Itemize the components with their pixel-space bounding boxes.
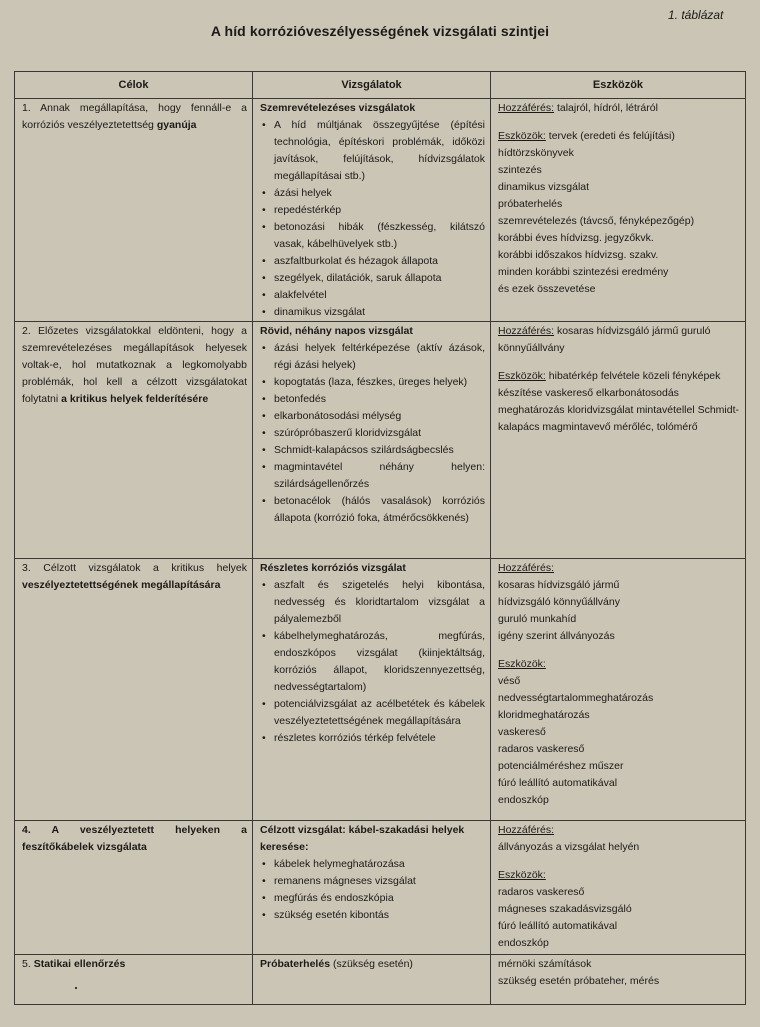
list-item: • kábelhelymeghatározás, megfúrás, endoszkópos vizsgálat (kiinjektáltság, korróziós állapot, kloridszennyezettség, nedvességtartalom) [260, 628, 485, 696]
tool-line [498, 368, 740, 436]
tool-line [498, 884, 740, 901]
table-row [15, 99, 746, 322]
tool-line [498, 867, 740, 884]
tool-text: mágneses szakadásvizsgáló [498, 903, 632, 915]
tool-line [498, 100, 740, 117]
tool-text: hídvizsgáló könnyűállvány [498, 596, 620, 608]
tests-cell [253, 99, 491, 322]
goal-text: 5. [22, 958, 34, 970]
list-item: • alakfelvétel [260, 287, 485, 304]
tool-text: szemrevételezés (távcső, fényképezőgép) [498, 215, 695, 227]
tool-line [498, 611, 740, 628]
tool-line [498, 741, 740, 758]
tool-label: Hozzáférés: [498, 562, 555, 574]
list-item: • aszfaltburkolat és hézagok állapota [260, 253, 485, 270]
list-item: • részletes korróziós térkép felvétele [260, 730, 485, 747]
inspection-levels-table [14, 71, 746, 1005]
tool-line [498, 758, 740, 775]
goal-cell [15, 559, 253, 821]
list-item: • magmintavétel néhány helyen: szilárdságellenőrzés [260, 459, 485, 493]
list-item: • A híd múltjának összegyűjtése (építési technológia, építéskori problémák, időközi javítások, felújítások, hídvizsgálatok megállapításai stb.) [260, 117, 485, 185]
list-item: • szükség esetén kibontás [260, 907, 485, 924]
goal-cell [15, 322, 253, 559]
header-tools: Eszközök [491, 72, 746, 99]
test-list [260, 577, 485, 747]
list-item: • ázási helyek [260, 185, 485, 202]
tool-line [498, 901, 740, 918]
tool-text: nedvességtartalommeghatározás [498, 692, 654, 704]
tool-line [498, 323, 740, 357]
header-tests: Vizsgálatok [253, 72, 491, 99]
tool-text: fúró leállító automatikával [498, 777, 618, 789]
tool-line [498, 935, 740, 952]
tools-cell [491, 821, 746, 955]
tool-line [498, 775, 740, 792]
tool-text: endoszkóp [498, 937, 549, 949]
goal-emphasis: a kritikus helyek felderítésére [61, 393, 209, 405]
test-title [260, 100, 485, 117]
spacer [498, 856, 740, 867]
list-item: • kopogtatás (laza, fészkes, üreges helyek) [260, 374, 485, 391]
tool-text: szintezés [498, 164, 542, 176]
tool-line [498, 690, 740, 707]
goal-cell [15, 955, 253, 1005]
goal-text: 2. Előzetes vizsgálatokkal eldönteni, hogy a szemrevételezéses megállapítások helyesek voltak-e, hol mutatkoznak a legkomolyabb problémák, hol kell a célzott vizsgálatokat folytatni [22, 325, 247, 405]
list-item: • remanens mágneses vizsgálat [260, 873, 485, 890]
list-item: • szúrópróbaszerű kloridvizsgálat [260, 425, 485, 442]
tool-text: radaros vaskereső [498, 743, 585, 755]
tool-line [498, 577, 740, 594]
list-item: • repedéstérkép [260, 202, 485, 219]
tool-text: véső [498, 675, 521, 687]
tool-text: radaros vaskereső [498, 886, 585, 898]
tool-line [498, 128, 740, 145]
tool-text: korábbi időszakos hídvizsg. szakv. [498, 249, 659, 261]
tool-text: potenciálméréshez műszer [498, 760, 624, 772]
tool-label: Eszközök: [498, 370, 546, 382]
tool-text: guruló munkahíd [498, 613, 577, 625]
goal-emphasis: Statikai ellenőrzés [33, 958, 126, 970]
table-row [15, 322, 746, 559]
table-row [15, 821, 746, 955]
list-item: • aszfalt és szigetelés helyi kibontása, nedvesség és kloridtartalom vizsgálat a pályalemezből [260, 577, 485, 628]
test-title-text: Rövid, néhány napos vizsgálat [260, 325, 413, 337]
list-item: • potenciálvizsgálat az acélbetétek és kábelek veszélyeztetettségének megállapítására [260, 696, 485, 730]
tool-text: próbaterhelés [498, 198, 563, 210]
tool-line [498, 707, 740, 724]
goal-cell [15, 99, 253, 322]
tool-text: minden korábbi szintezési eredmény [498, 266, 669, 278]
test-title [260, 323, 485, 340]
tool-line [498, 213, 740, 230]
tool-text: fúró leállító automatikával [498, 920, 618, 932]
tool-text: mérnöki számítások [498, 958, 592, 970]
header-goals: Célok [15, 72, 253, 99]
tool-line [498, 628, 740, 645]
table-number: 1. táblázat [668, 8, 724, 22]
tool-text: állványozás a vizsgálat helyén [498, 841, 640, 853]
test-title-text: Részletes korróziós vizsgálat [260, 562, 406, 574]
tool-text: talajról, hídról, létráról [554, 102, 658, 114]
table-row [15, 559, 746, 821]
tool-line [498, 673, 740, 690]
list-item: • kábelek helymeghatározása [260, 856, 485, 873]
test-title [260, 560, 485, 577]
tool-label: Hozzáférés: [498, 824, 555, 836]
tool-line [498, 281, 740, 298]
spacer [498, 645, 740, 656]
tool-line [498, 560, 740, 577]
goal-text: 1. Annak megállapítása, hogy fennáll-e a korróziós veszélyeztetettség [22, 102, 247, 131]
spacer [498, 117, 740, 128]
table-header-row [15, 72, 746, 99]
tools-cell [491, 99, 746, 322]
stray-mark [75, 987, 77, 989]
goal-emphasis: gyanúja [156, 119, 197, 131]
list-item: • szegélyek, dilatációk, saruk állapota [260, 270, 485, 287]
tools-cell [491, 559, 746, 821]
tool-line [498, 822, 740, 839]
tool-text: endoszkóp [498, 794, 549, 806]
tool-text: igény szerint állványozás [498, 630, 615, 642]
tools-cell [491, 322, 746, 559]
tool-text: kosaras hídvizsgáló jármű [498, 579, 620, 591]
tools-cell [491, 955, 746, 1005]
tool-line [498, 145, 740, 162]
tool-label: Eszközök: [498, 658, 546, 670]
goal-cell [15, 821, 253, 955]
test-title-text: Szemrevételezéses vizsgálatok [260, 102, 416, 114]
test-list [260, 340, 485, 527]
list-item: • elkarbonátosodási mélység [260, 408, 485, 425]
test-list [260, 856, 485, 924]
tests-cell [253, 821, 491, 955]
table-row [15, 955, 746, 1005]
goal-text: 4. A veszélyeztetett helyeken a feszítőkábelek vizsgálata [22, 824, 247, 853]
list-item: • betonfedés [260, 391, 485, 408]
tool-text: hídtörzskönyvek [498, 147, 574, 159]
tool-line [498, 839, 740, 856]
tool-text: vaskereső [498, 726, 546, 738]
tool-line [498, 179, 740, 196]
tool-text: és ezek összevetése [498, 283, 596, 295]
goal-text: 3. Célzott vizsgálatok a kritikus helyek [22, 562, 247, 574]
list-item: • ázási helyek feltérképezése (aktív ázások, régi ázási helyek) [260, 340, 485, 374]
list-item: • betonacélok (hálós vasalások) korróziós állapota (korrózió foka, átmérőcsökkenés) [260, 493, 485, 527]
tests-cell [253, 559, 491, 821]
tool-line [498, 656, 740, 673]
document-title: A híd korrózióveszélyességének vizsgálati szintjei [210, 23, 550, 39]
tool-text: kloridmeghatározás [498, 709, 590, 721]
tests-cell [253, 322, 491, 559]
tool-text: korábbi éves hídvizsg. jegyzőkvk. [498, 232, 654, 244]
tool-line [498, 196, 740, 213]
goal-emphasis: veszélyeztetettségének megállapítására [22, 579, 221, 591]
tests-cell [253, 955, 491, 1005]
tool-line [498, 162, 740, 179]
tool-line [498, 594, 740, 611]
test-title [260, 956, 485, 973]
tool-line [498, 264, 740, 281]
tool-text: hibatérkép felvétele közeli fényképek készítése vaskereső elkarbonátosodás meghatározás kloridvizsgálat mintavétellel Schmidt-kalapács magmintavevő mérőléc, tolómérő [498, 370, 740, 433]
tool-text: tervek (eredeti és felújítási) [545, 130, 675, 142]
tool-line [498, 230, 740, 247]
tool-line [498, 724, 740, 741]
list-item: • megfúrás és endoszkópia [260, 890, 485, 907]
tool-line [498, 918, 740, 935]
tool-text: dinamikus vizsgálat [498, 181, 590, 193]
list-item: • dinamikus vizsgálat [260, 304, 485, 321]
tool-line [498, 973, 740, 990]
tool-text: kosaras hídvizsgáló jármű guruló könnyűállvány [498, 325, 711, 354]
test-title [260, 822, 485, 856]
tool-text: szükség esetén próbateher, mérés [498, 975, 660, 987]
tool-line [498, 956, 740, 973]
tool-label: Hozzáférés: [498, 325, 555, 337]
test-title-text: Próbaterhelés [260, 958, 331, 970]
tool-line [498, 792, 740, 809]
spacer [498, 357, 740, 368]
tool-label: Hozzáférés: [498, 102, 555, 114]
tool-label: Eszközök: [498, 130, 546, 142]
tool-line [498, 247, 740, 264]
test-list [260, 117, 485, 321]
test-title-note: (szükség esetén) [330, 958, 413, 970]
test-title-text: Célzott vizsgálat: kábel-szakadási helyek keresése: [260, 824, 465, 853]
list-item: • betonozási hibák (fészkesség, kilátszó vasak, kábelhüvelyek stb.) [260, 219, 485, 253]
list-item: • Schmidt-kalapácsos szilárdságbecslés [260, 442, 485, 459]
tool-label: Eszközök: [498, 869, 546, 881]
